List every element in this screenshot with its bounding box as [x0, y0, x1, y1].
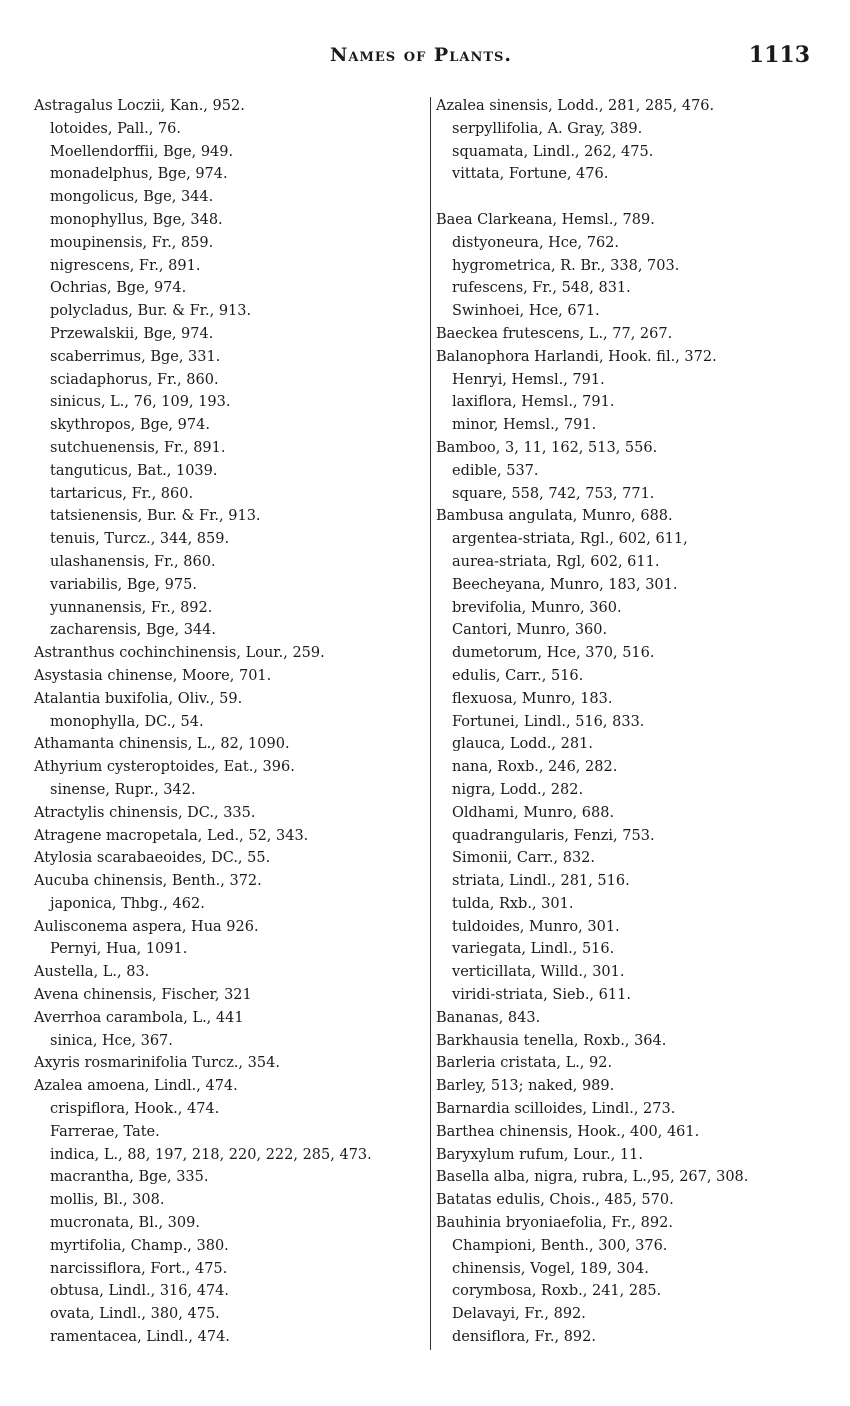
index-entry: Avena chinensis, Fischer, 321	[34, 987, 252, 1004]
index-subentry: lotoides, Pall., 76.	[50, 120, 181, 137]
index-subentry: squamata, Lindl., 262, 475.	[452, 143, 654, 160]
running-title: Names of Plants.	[330, 44, 512, 66]
index-entry: Bananas, 843.	[436, 1009, 541, 1026]
index-subentry: myrtifolia, Champ., 380.	[50, 1237, 229, 1254]
index-subentry: sinica, Hce, 367.	[50, 1032, 173, 1049]
index-subentry: Ochrias, Bge, 974.	[50, 280, 187, 297]
index-subentry: edible, 537.	[452, 462, 539, 479]
index-subentry: aurea-striata, Rgl, 602, 611.	[452, 553, 660, 570]
index-subentry: laxiflora, Hemsl., 791.	[452, 394, 615, 411]
index-entry: Basella alba, nigra, rubra, L.,95, 267, 308.	[436, 1169, 749, 1186]
index-subentry: square, 558, 742, 753, 771.	[452, 485, 655, 502]
index-subentry: Cantori, Munro, 360.	[452, 622, 608, 639]
index-subentry: quadrangularis, Fenzi, 753.	[452, 827, 655, 844]
index-entry: Astranthus cochinchinensis, Lour., 259.	[34, 645, 325, 662]
index-subentry: Przewalskii, Bge, 974.	[50, 325, 214, 342]
index-subentry: tanguticus, Bat., 1039.	[50, 462, 218, 479]
index-column-right	[436, 95, 826, 1349]
index-subentry: skythropos, Bge, 974.	[50, 417, 210, 434]
index-subentry: tuldoides, Munro, 301.	[452, 918, 620, 935]
index-subentry: brevifolia, Munro, 360.	[452, 599, 622, 616]
index-subentry: mongolicus, Bge, 344.	[50, 189, 214, 206]
index-subentry: dumetorum, Hce, 370, 516.	[452, 645, 655, 662]
page-header	[0, 44, 850, 74]
index-subentry: Simonii, Carr., 832.	[452, 850, 596, 867]
index-entry: Barleria cristata, L., 92.	[436, 1055, 613, 1072]
index-subentry: mucronata, Bl., 309.	[50, 1215, 200, 1232]
index-subentry: nigra, Lodd., 282.	[452, 781, 584, 798]
index-subentry: zacharensis, Bge, 344.	[50, 622, 216, 639]
index-subentry: obtusa, Lindl., 316, 474.	[50, 1283, 230, 1300]
index-subentry: polycladus, Bur. & Fr., 913.	[50, 303, 252, 320]
index-subentry: scaberrimus, Bge, 331.	[50, 348, 221, 365]
index-entry: Averrhoa carambola, L., 441	[34, 1009, 244, 1026]
index-subentry: monophyllus, Bge, 348.	[50, 211, 223, 228]
index-entry: Asystasia chinense, Moore, 701.	[34, 667, 272, 684]
index-entry: Azalea sinensis, Lodd., 281, 285, 476.	[436, 98, 715, 114]
index-subentry: crispiflora, Hook., 474.	[50, 1101, 220, 1118]
index-subentry: macrantha, Bge, 335.	[50, 1169, 209, 1186]
index-subentry: tulda, Rxb., 301.	[452, 895, 574, 912]
index-entry: Bambusa angulata, Munro, 688.	[436, 508, 673, 525]
index-subentry: flexuosa, Munro, 183.	[452, 690, 613, 707]
index-entry: Athyrium cysteroptoides, Eat., 396.	[34, 759, 295, 776]
index-subentry: variegata, Lindl., 516.	[452, 941, 615, 958]
index-subentry: tartaricus, Fr., 860.	[50, 485, 194, 502]
index-subentry: nana, Roxb., 246, 282.	[452, 759, 618, 776]
index-subentry: argentea-striata, Rgl., 602, 611,	[452, 531, 688, 548]
index-subentry: Swinhoei, Hce, 671.	[452, 303, 600, 320]
index-subentry: mollis, Bl., 308.	[50, 1192, 165, 1209]
index-subentry: distyoneura, Hce, 762.	[452, 234, 620, 251]
index-subentry: sutchuenensis, Fr., 891.	[50, 439, 226, 456]
index-subentry: Oldhami, Munro, 688.	[452, 804, 615, 821]
index-subentry: tenuis, Turcz., 344, 859.	[50, 531, 230, 548]
index-entry: Astragalus Loczii, Kan., 952.	[34, 98, 245, 114]
index-subentry: sciadaphorus, Fr., 860.	[50, 371, 219, 388]
index-subentry: yunnanensis, Fr., 892.	[50, 599, 213, 616]
index-subentry: chinensis, Vogel, 189, 304.	[452, 1260, 649, 1277]
index-subentry: Pernyi, Hua, 1091.	[50, 941, 188, 958]
index-entry: Barnardia scilloides, Lindl., 273.	[436, 1101, 676, 1118]
index-subentry: Delavayi, Fr., 892.	[452, 1306, 586, 1323]
index-entry: Azalea amoena, Lindl., 474.	[34, 1078, 238, 1095]
index-subentry: minor, Hemsl., 791.	[452, 417, 597, 434]
index-subentry: sinense, Rupr., 342.	[50, 781, 196, 798]
index-entry: Atragene macropetala, Led., 52, 343.	[34, 827, 309, 844]
index-subentry: verticillata, Willd., 301.	[452, 964, 625, 981]
index-entry: Baeckea frutescens, L., 77, 267.	[436, 325, 673, 342]
index-subentry: vittata, Fortune, 476.	[452, 166, 609, 183]
index-subentry: narcissiflora, Fort., 475.	[50, 1260, 228, 1277]
index-entry: Barthea chinensis, Hook., 400, 461.	[436, 1123, 700, 1140]
index-subentry: corymbosa, Roxb., 241, 285.	[452, 1283, 662, 1300]
index-entry: Atractylis chinensis, DC., 335.	[34, 804, 256, 821]
index-entry: Athamanta chinensis, L., 82, 1090.	[34, 736, 290, 753]
index-entry: Bauhinia bryoniaefolia, Fr., 892.	[436, 1215, 673, 1232]
index-entry: Baryxylum rufum, Lour., 11.	[436, 1146, 643, 1163]
index-subentry: moupinensis, Fr., 859.	[50, 234, 214, 251]
index-entry: Axyris rosmarinifolia Turcz., 354.	[34, 1055, 280, 1072]
index-subentry: densiflora, Fr., 892.	[452, 1329, 596, 1346]
index-subentry: indica, L., 88, 197, 218, 220, 222, 285, 473.	[50, 1146, 372, 1163]
index-subentry: Championi, Benth., 300, 376.	[452, 1237, 668, 1254]
index-entry: Aulisconema aspera, Hua 926.	[34, 918, 259, 935]
index-subentry: ovata, Lindl., 380, 475.	[50, 1306, 220, 1323]
index-subentry: ulashanensis, Fr., 860.	[50, 553, 216, 570]
index-subentry: glauca, Lodd., 281.	[452, 736, 593, 753]
index-spacer	[436, 186, 826, 209]
index-subentry: serpyllifolia, A. Gray, 389.	[452, 120, 643, 137]
index-subentry: edulis, Carr., 516.	[452, 667, 584, 684]
index-subentry: Farrerae, Tate.	[50, 1123, 160, 1140]
index-subentry: monadelphus, Bge, 974.	[50, 166, 228, 183]
index-subentry: tatsienensis, Bur. & Fr., 913.	[50, 508, 261, 525]
index-subentry: sinicus, L., 76, 109, 193.	[50, 394, 231, 411]
index-entry: Baea Clarkeana, Hemsl., 789.	[436, 211, 655, 228]
index-entry: Austella, L., 83.	[34, 964, 150, 981]
index-entry: Batatas edulis, Chois., 485, 570.	[436, 1192, 674, 1209]
page-number: 1113	[748, 42, 810, 68]
index-subentry: nigrescens, Fr., 891.	[50, 257, 201, 274]
index-entry: Barley, 513; naked, 989.	[436, 1078, 615, 1095]
index-subentry: Henryi, Hemsl., 791.	[452, 371, 605, 388]
index-entry: Atylosia scarabaeoides, DC., 55.	[34, 850, 271, 867]
column-divider	[430, 97, 431, 1350]
index-subentry: japonica, Thbg., 462.	[50, 895, 205, 912]
index-subentry: hygrometrica, R. Br., 338, 703.	[452, 257, 680, 274]
index-subentry: monophylla, DC., 54.	[50, 713, 204, 730]
index-subentry: striata, Lindl., 281, 516.	[452, 873, 630, 890]
index-entry: Bamboo, 3, 11, 162, 513, 556.	[436, 439, 658, 456]
index-subentry: Beecheyana, Munro, 183, 301.	[452, 576, 678, 593]
index-entry: Barkhausia tenella, Roxb., 364.	[436, 1032, 667, 1049]
index-subentry: ramentacea, Lindl., 474.	[50, 1329, 230, 1346]
index-entry: Balanophora Harlandi, Hook. fil., 372.	[436, 348, 717, 365]
index-entry: Aucuba chinensis, Benth., 372.	[34, 873, 262, 890]
index-subentry: rufescens, Fr., 548, 831.	[452, 280, 631, 297]
index-subentry: variabilis, Bge, 975.	[50, 576, 197, 593]
index-column-left	[34, 95, 424, 1349]
index-subentry: Fortunei, Lindl., 516, 833.	[452, 713, 645, 730]
index-subentry: Moellendorffii, Bge, 949.	[50, 143, 234, 160]
index-entry: Atalantia buxifolia, Oliv., 59.	[34, 690, 243, 707]
index-subentry: viridi-striata, Sieb., 611.	[452, 987, 631, 1004]
